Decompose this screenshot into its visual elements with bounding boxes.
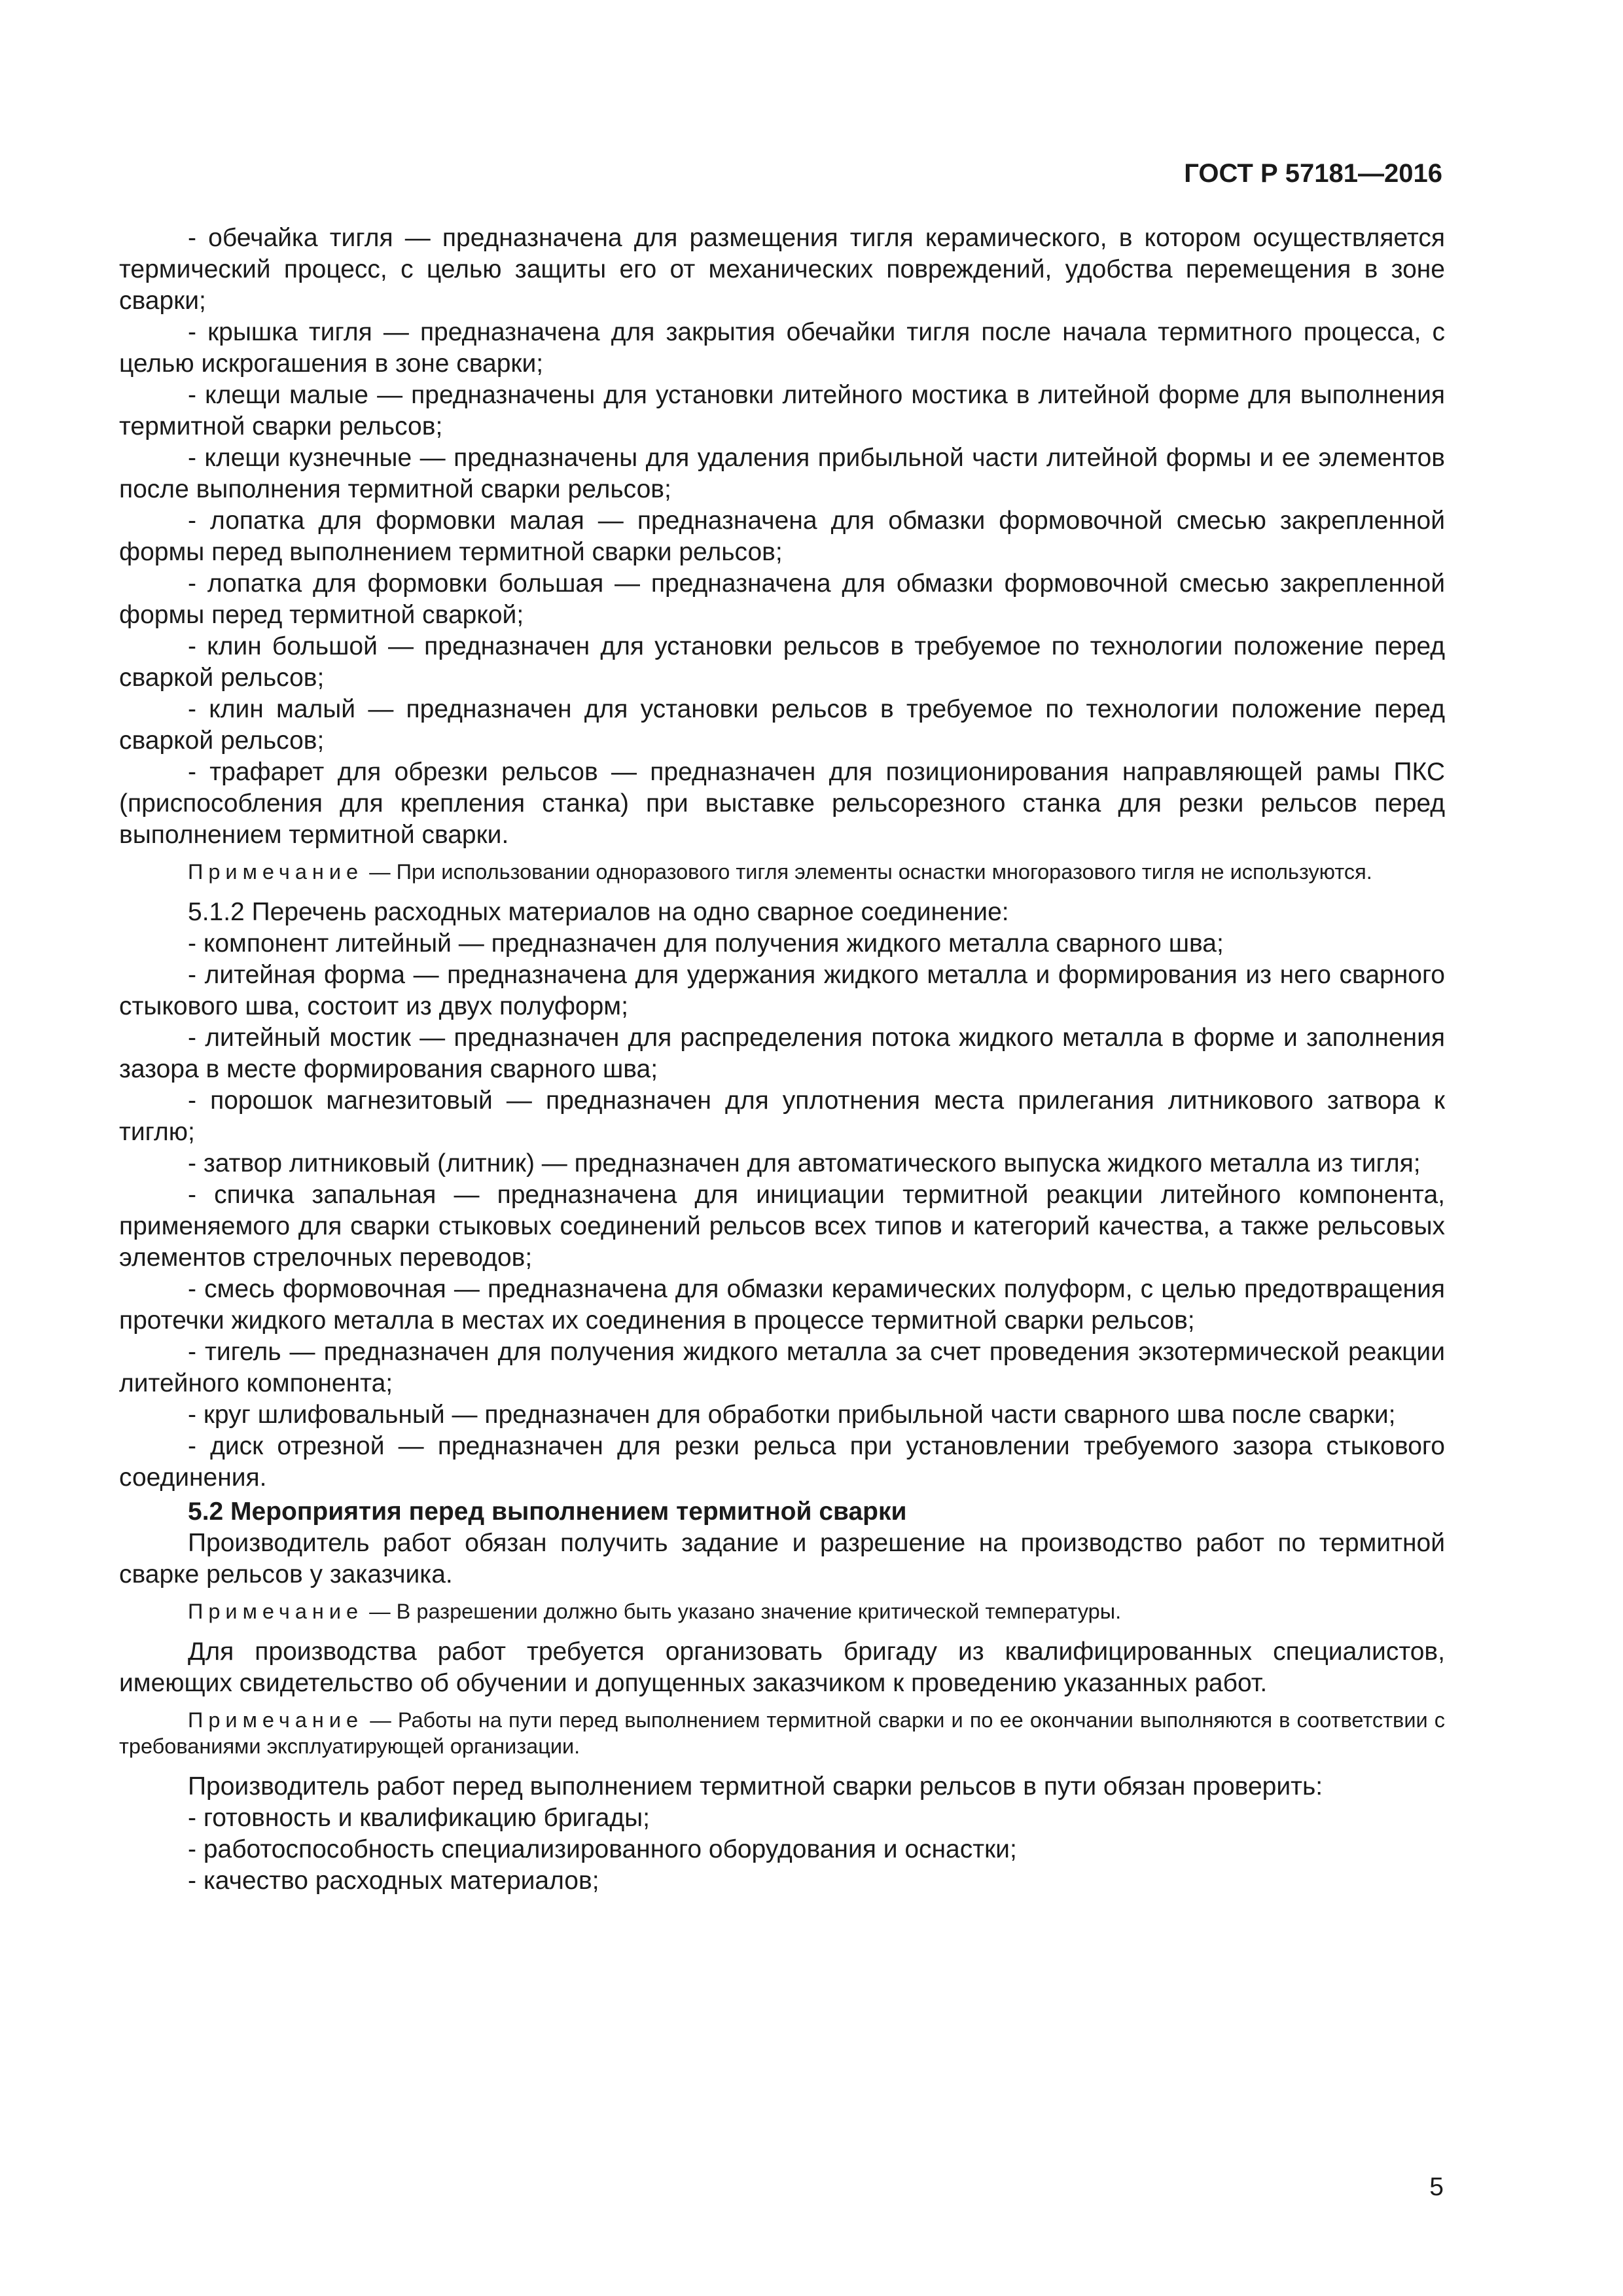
note [119,859,1445,885]
note-label: Примечание [188,860,364,884]
note-label: Примечание [188,1600,364,1623]
list-item: - литейный мостик — предназначен для распределения потока жидкого металла в форме и заполнения зазора в месте формирования сварного шва; [119,1024,1445,1083]
list-item: - литейная форма — предназначена для удержания жидкого металла и формирования из него сварного стыкового шва, состоит из двух полуформ; [119,961,1445,1020]
paragraph: Производитель работ обязан получить задание и разрешение на производство работ по термитной сварке рельсов у заказчика. [119,1529,1445,1588]
paragraph: Для производства работ требуется организовать бригаду из квалифицированных специалистов, имеющих свидетельство об обучении и допущенных заказчиком к проведению указанных работ. [119,1638,1445,1697]
list-item: - трафарет для обрезки рельсов — предназначен для позиционирования направляющей рамы ПКС (приспособления для крепления станка) при выставке рельсорезного станка для резки рельсов перед выполнением термитной сварки. [119,758,1445,849]
list-item: - диск отрезной — предназначен для резки рельса при установлении требуемого зазора стыкового соединения. [119,1432,1445,1492]
note-text: — Работы на пути перед выполнением термитной сварки и по ее окончании выполняются в соответствии с требованиями эксплуатирующей организации. [119,1708,1445,1758]
list-item: - качество расходных материалов; [188,1867,599,1895]
note [119,1598,1445,1624]
list-item: - крышка тигля — предназначена для закрытия обечайки тигля после начала термитного процесса, с целью искрогашения в зоне сварки; [119,318,1445,378]
section-heading: 5.1.2 Перечень расходных материалов на одно сварное соединение: [188,898,1009,926]
paragraph: Производитель работ перед выполнением термитной сварки рельсов в пути обязан проверить: [188,1772,1323,1801]
section-title: 5.2 Мероприятия перед выполнением термитной сварки [188,1498,907,1526]
list-item: - клин малый — предназначен для установки рельсов в требуемое по технологии положение перед сваркой рельсов; [119,695,1445,755]
list-item: - клин большой — предназначен для установки рельсов в требуемое по технологии положение перед сваркой рельсов; [119,632,1445,692]
page-number: 5 [1429,2173,1444,2201]
document-code: ГОСТ Р 57181—2016 [1184,159,1442,188]
note-label: Примечание [188,1708,364,1732]
list-item: - клещи малые — предназначены для установки литейного мостика в литейной форме для выполнения термитной сварки рельсов; [119,381,1445,440]
list-item: - смесь формовочная — предназначена для обмазки керамических полуформ, с целью предотвращения протечки жидкого металла в местах их соединения в процессе термитной сварки рельсов; [119,1275,1445,1335]
list-item: - порошок магнезитовый — предназначен для уплотнения места прилегания литникового затвора к тиглю; [119,1086,1445,1146]
note-text: — При использовании одноразового тигля элементы оснастки многоразового тигля не используются. [363,860,1372,884]
list-item: - готовность и квалификацию бригады; [188,1804,650,1832]
list-item: - лопатка для формовки малая — предназначена для обмазки формовочной смесью закрепленной формы перед выполнением термитной сварки рельсов; [119,507,1445,566]
list-item: - спичка запальная — предназначена для инициации термитной реакции литейного компонента, применяемого для сварки стыковых соединений рельсов всех типов и категорий качества, а также рельсовых элементов стрелочных переводов; [119,1181,1445,1272]
list-item: - компонент литейный — предназначен для получения жидкого металла сварного шва; [188,929,1224,958]
list-item: - затвор литниковый (литник) — предназначен для автоматического выпуска жидкого металла из тигля; [188,1149,1421,1177]
list-item: - лопатка для формовки большая — предназначена для обмазки формовочной смесью закрепленной формы перед термитной сваркой; [119,569,1445,629]
list-item: - тигель — предназначен для получения жидкого металла за счет проведения экзотермической реакции литейного компонента; [119,1338,1445,1397]
list-item: - клещи кузнечные — предназначены для удаления прибыльной части литейной формы и ее элементов после выполнения термитной сварки рельсов; [119,444,1445,503]
list-item: - работоспособность специализированного оборудования и оснастки; [188,1835,1017,1863]
list-item: - обечайка тигля — предназначена для размещения тигля керамического, в котором осуществляется термический процесс, с целью защиты его от механических повреждений, удобства перемещения в зоне сварки; [119,224,1445,315]
note [119,1707,1445,1759]
list-item: - круг шлифовальный — предназначен для обработки прибыльной части сварного шва после сварки; [188,1401,1396,1429]
page-content [119,223,1445,1897]
note-text: — В разрешении должно быть указано значение критической температуры. [363,1600,1122,1623]
